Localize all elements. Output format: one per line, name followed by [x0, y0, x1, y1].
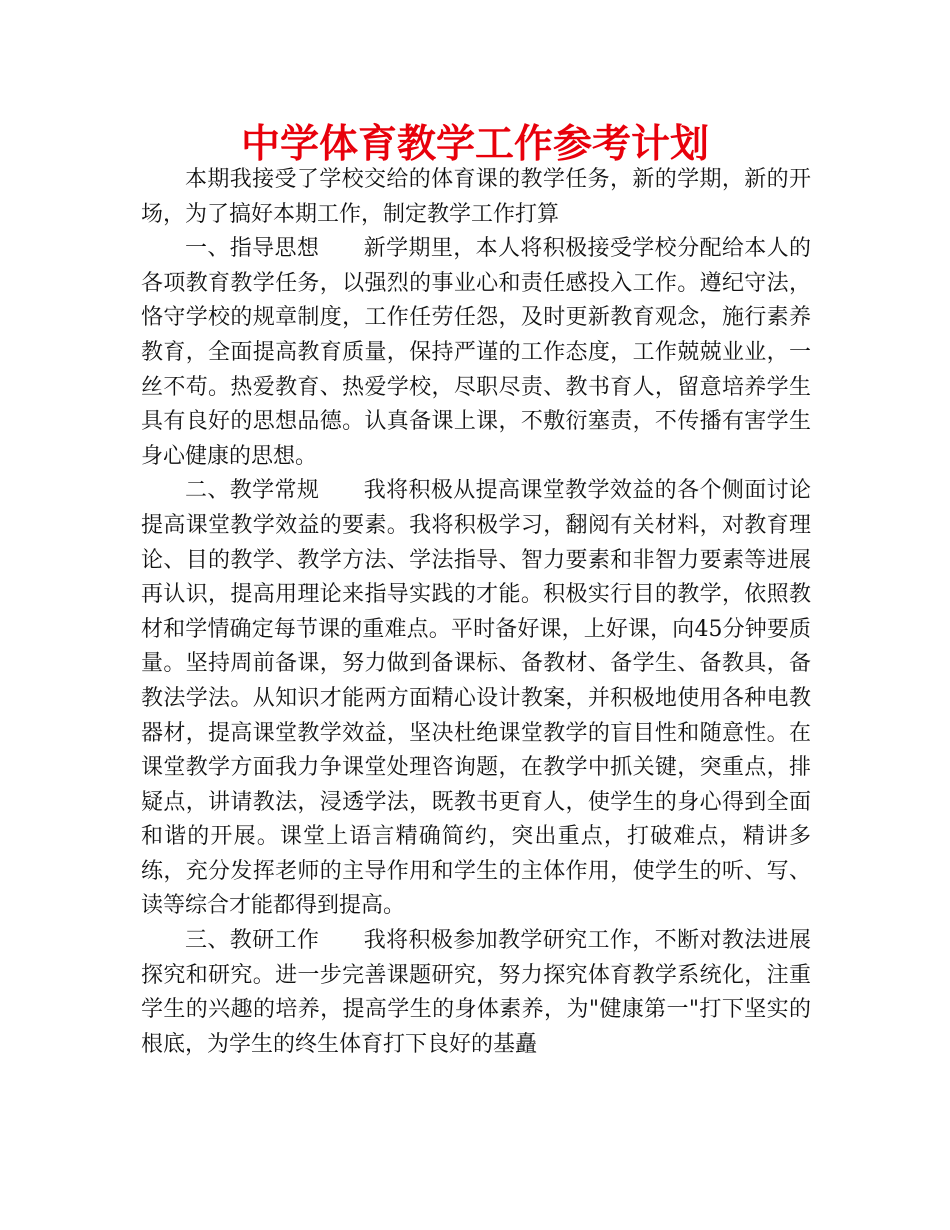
section-text: 我将积极参加教学研究工作，不断对教法进展探究和研究。进一步完善课题研究，努力探究体育教学系统化，注重学生的兴趣的培养，提高学生的身体素养，为"健康第一"打下坚实的根底，为学生的终生体育打下良好的基矗 [141, 928, 811, 1057]
section-teaching-routine [141, 474, 811, 924]
section-text: 新学期里，本人将积极接受学校分配给本人的各项教育教学任务，以强烈的事业心和责任感投入工作。遵纪守法，恪守学校的规章制度，工作任劳任怨，及时更新教育观念，施行素养教育，全面提高教育质量，保持严谨的工作态度，工作兢兢业业，一丝不苟。热爱教育、热爱学校，尽职尽责、教书育人，留意培养学生具有良好的思想品德。认真备课上课，不敷衍塞责，不传播有害学生身心健康的思想。 [141, 236, 811, 469]
section-heading: 二、教学常规 [185, 478, 320, 504]
section-heading: 一、指导思想 [185, 236, 320, 262]
section-guiding-ideology [141, 232, 811, 474]
document-body [141, 163, 811, 1062]
section-text: 我将积极从提高课堂教学效益的各个侧面讨论提高课堂教学效益的要素。我将积极学习，翻阅有关材料，对教育理论、目的教学、教学方法、学法指导、智力要素和非智力要素等进展再认识，提高用理论来指导实践的才能。积极实行目的教学，依照教材和学情确定每节课的重难点。平时备好课，上好课，向45分钟要质量。坚持周前备课，努力做到备课标、备教材、备学生、备教具，备教法学法。从知识才能两方面精心设计教案，并积极地使用各种电教器材，提高课堂教学效益，坚决杜绝课堂教学的盲目性和随意性。在课堂教学方面我力争课堂处理咨询题，在教学中抓关键，突重点，排疑点，讲请教法，浸透学法，既教书更育人，使学生的身心得到全面和谐的开展。课堂上语言精确简约，突出重点，打破难点，精讲多练，充分发挥老师的主导作用和学生的主体作用，使学生的听、写、读等综合才能都得到提高。 [141, 478, 811, 919]
section-heading: 三、教研工作 [185, 928, 320, 954]
document-title: 中学体育教学工作参考计划 [240, 122, 709, 167]
section-teaching-research [141, 924, 811, 1062]
intro-paragraph: 本期我接受了学校交给的体育课的教学任务，新的学期，新的开场，为了搞好本期工作，制定教学工作打算 [141, 167, 811, 227]
